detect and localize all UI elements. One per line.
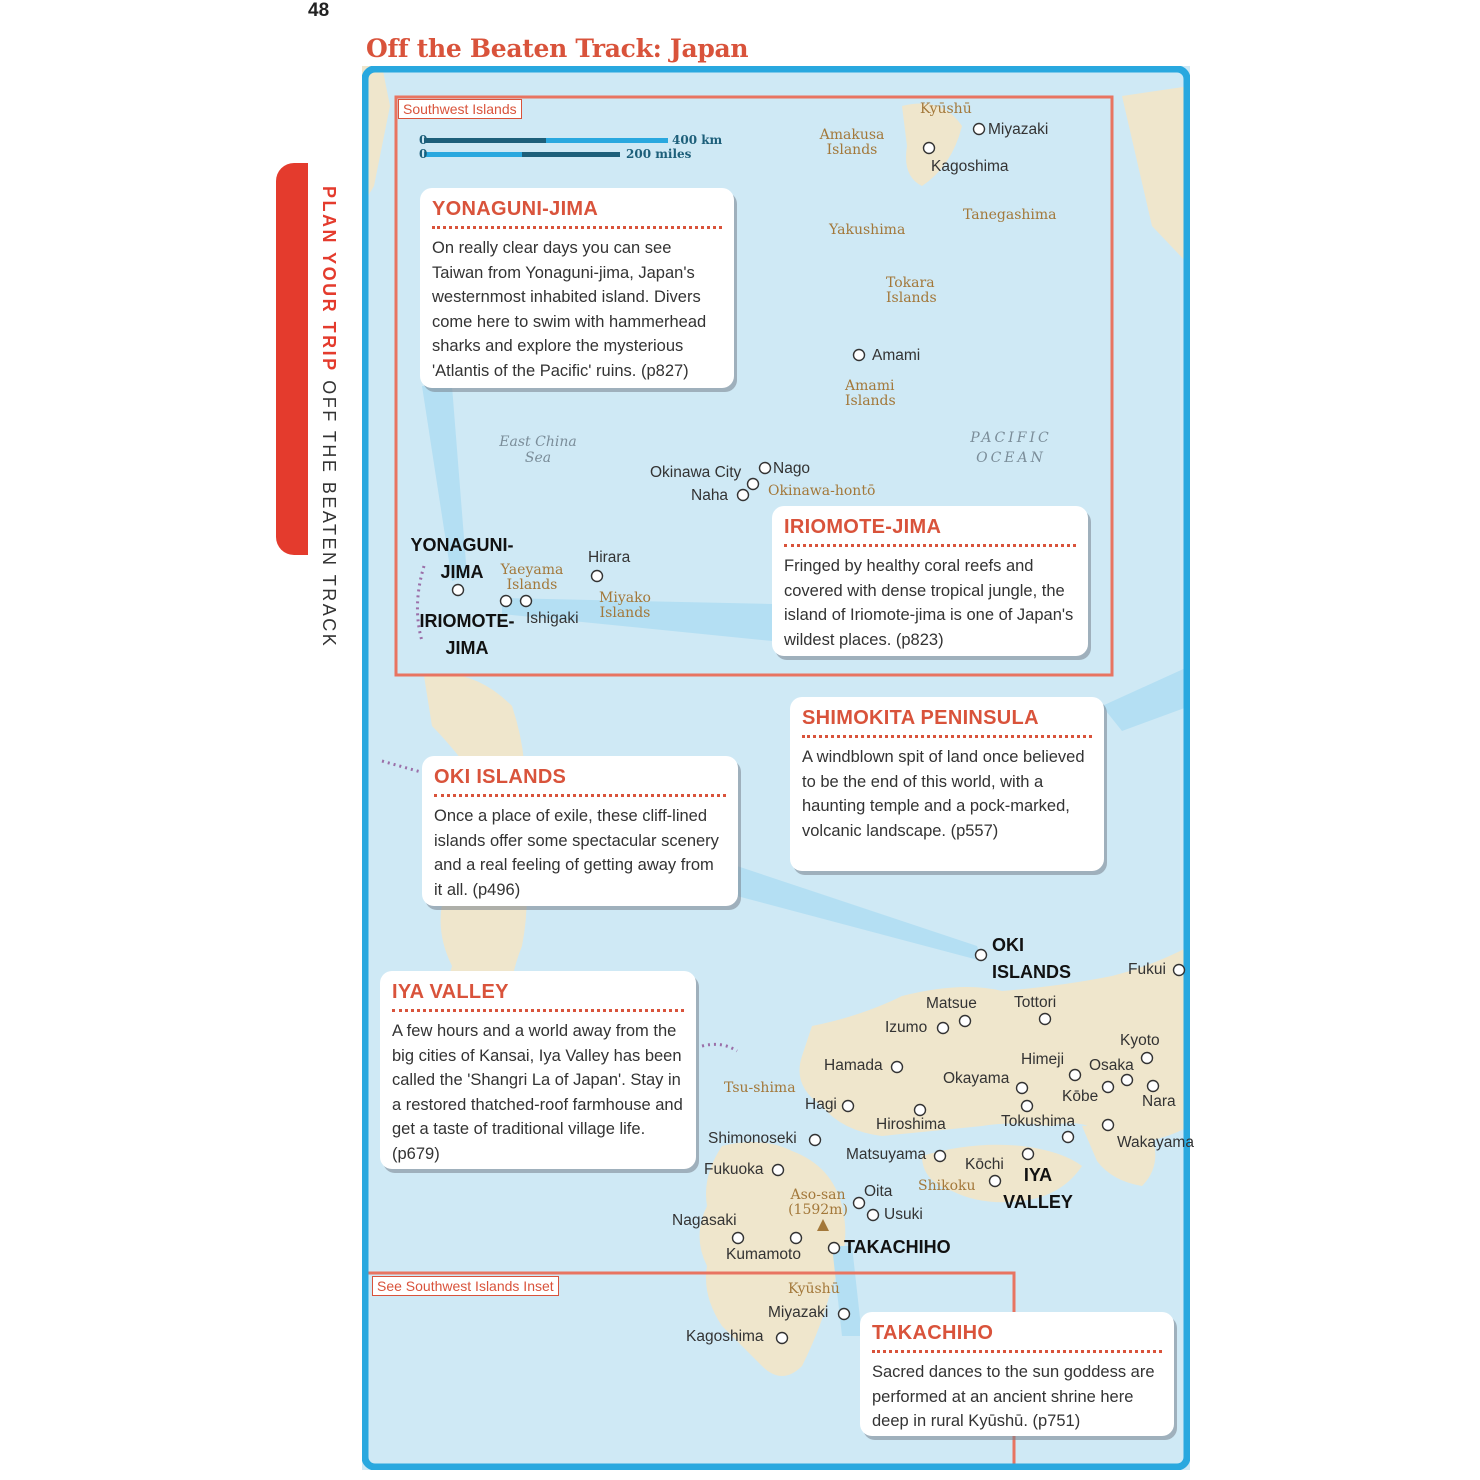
marker-yonaguni	[453, 585, 464, 596]
scale-bar-km-dark	[424, 138, 546, 143]
callout-title: TAKACHIHO	[872, 1322, 1162, 1353]
label-kochi: Kōchi	[965, 1156, 1004, 1173]
label-amami-islands: Amami Islands	[845, 378, 896, 409]
label-tokara: Tokara Islands	[886, 275, 937, 306]
label-yonaguni: YONAGUNI- JIMA	[410, 535, 514, 582]
label-miyako: Miyako Islands	[599, 590, 651, 621]
marker-okinawa-city	[748, 479, 759, 490]
callout-title: IRIOMOTE-JIMA	[784, 516, 1076, 547]
label-nago: Nago	[773, 460, 811, 477]
callout-takachiho	[860, 1312, 1174, 1436]
scale-km-label: 400 km	[672, 133, 723, 147]
callout-text: On really clear days you can see Taiwan from Yonaguni-jima, Japan's westernmost inhabited island. Divers come here to swim with hammerhead sharks and explore the mysterious 'Atlantis of the Pacific' ruins. (p827)	[432, 239, 707, 380]
label-tsushima: Tsu-shima	[724, 1080, 796, 1096]
marker-izumo	[938, 1023, 949, 1034]
callout-oki	[422, 756, 738, 906]
inset-note: See Southwest Islands Inset	[372, 1276, 559, 1296]
marker-shimonoseki	[810, 1135, 821, 1146]
scale-miles-label: 200 miles	[626, 147, 692, 161]
side-tab-text	[318, 186, 339, 648]
marker-matsuyama	[935, 1151, 946, 1162]
callout-text: Once a place of exile, these cliff-lined islands offer some spectacular scenery and a real feeling of getting away from it all. (p496)	[434, 807, 719, 899]
label-asosan: Aso-san (1592m)	[788, 1187, 848, 1218]
label-wakayama: Wakayama	[1117, 1134, 1194, 1151]
marker-tokushima	[1022, 1101, 1033, 1112]
marker-nagasaki	[733, 1233, 744, 1244]
callout-text: Fringed by healthy coral reefs and covered with dense tropical jungle, the island of Iriomote-jima is one of Japan's wildest places. (p823)	[784, 557, 1074, 649]
label-hirara: Hirara	[588, 549, 631, 566]
label-tanegashima: Tanegashima	[963, 207, 1057, 223]
marker-osaka	[1122, 1075, 1133, 1086]
callout-yonaguni	[420, 188, 734, 388]
label-tottori: Tottori	[1014, 994, 1057, 1011]
callout-title: IYA VALLEY	[392, 981, 684, 1012]
marker-miyazaki	[839, 1309, 850, 1320]
label-usuki: Usuki	[884, 1206, 923, 1223]
marker-hamada	[892, 1062, 903, 1073]
map-frame	[362, 66, 1194, 1470]
label-miyazaki-inset: Miyazaki	[988, 121, 1049, 138]
label-matsuyama: Matsuyama	[846, 1146, 927, 1163]
label-shikoku: Shikoku	[918, 1178, 976, 1194]
label-amakusa: Amakusa Islands	[819, 127, 885, 158]
label-okinawa-honto: Okinawa-hontō	[768, 483, 876, 499]
label-takachiho: TAKACHIHO	[844, 1237, 951, 1257]
marker-tokushima-2	[1063, 1132, 1074, 1143]
label-east-china-sea: East China Sea	[499, 434, 577, 466]
marker-nago	[760, 463, 771, 474]
page-number: 48	[308, 0, 330, 21]
marker-wakayama	[1103, 1120, 1114, 1131]
label-iya: IYA VALLEY	[1003, 1165, 1073, 1212]
label-okinawa-city: Okinawa City	[650, 464, 742, 481]
label-hamada: Hamada	[824, 1057, 883, 1074]
label-himeji: Himeji	[1021, 1051, 1065, 1068]
callout-iriomote	[772, 506, 1088, 656]
marker-iriomote	[501, 596, 512, 607]
label-izumo: Izumo	[885, 1019, 928, 1036]
label-oki: OKI ISLANDS	[992, 935, 1072, 982]
page-title: Off the Beaten Track: Japan	[366, 34, 749, 63]
label-ishigaki: Ishigaki	[526, 610, 579, 627]
label-kagoshima-inset: Kagoshima	[931, 158, 1009, 175]
label-fukui: Fukui	[1128, 961, 1166, 978]
marker-hagi	[843, 1101, 854, 1112]
marker-kagoshima-inset	[924, 143, 935, 154]
marker-fukuoka	[773, 1165, 784, 1176]
callout-shimokita	[790, 697, 1104, 871]
side-tab-highlight: PLAN YOUR TRIP	[319, 186, 339, 373]
marker-naha	[738, 490, 749, 501]
label-kagoshima: Kagoshima	[686, 1328, 764, 1345]
callout-iya	[380, 971, 696, 1169]
side-tab	[276, 163, 308, 555]
label-kyoto: Kyoto	[1120, 1032, 1160, 1049]
label-hagi: Hagi	[805, 1096, 837, 1113]
marker-amami	[854, 350, 865, 361]
marker-kagoshima	[777, 1333, 788, 1344]
label-naha: Naha	[691, 487, 729, 504]
label-osaka: Osaka	[1089, 1057, 1134, 1074]
label-matsue: Matsue	[926, 995, 977, 1012]
label-kobe: Kōbe	[1062, 1088, 1099, 1105]
marker-hirara	[592, 571, 603, 582]
label-yaeyama: Yaeyama Islands	[500, 562, 564, 593]
label-oita: Oita	[864, 1183, 893, 1200]
marker-usuki	[868, 1210, 879, 1221]
callout-text: A few hours and a world away from the big cities of Kansai, Iya Valley has been called the 'Shangri La of Japan'. Stay in a restored thatched-roof farmhouse and get a taste of traditional village life. (p679)	[392, 1022, 683, 1163]
marker-ishigaki	[521, 596, 532, 607]
label-okayama: Okayama	[943, 1070, 1010, 1087]
marker-kobe	[1103, 1082, 1114, 1093]
scale-zero-km: 0	[419, 133, 428, 147]
label-nara: Nara	[1142, 1093, 1176, 1110]
callout-text: A windblown spit of land once believed to be the end of this world, with a haunting temple and a pock-marked, volcanic landscape. (p557)	[802, 748, 1085, 840]
label-hiroshima: Hiroshima	[876, 1116, 946, 1133]
callout-title: OKI ISLANDS	[434, 766, 726, 797]
marker-fukui	[1174, 965, 1185, 976]
label-tokushima: Tokushima	[1001, 1113, 1076, 1130]
label-nagasaki: Nagasaki	[672, 1212, 737, 1229]
label-iriomote: IRIOMOTE- JIMA	[419, 611, 515, 658]
marker-kumamoto	[791, 1233, 802, 1244]
label-kyushu: Kyūshū	[788, 1281, 840, 1297]
scale-bar-miles-dark	[522, 152, 620, 157]
side-tab-rest: OFF THE BEATEN TRACK	[319, 380, 339, 649]
marker-kochi	[1023, 1149, 1034, 1160]
inset-label: Southwest Islands	[398, 99, 522, 119]
label-fukuoka: Fukuoka	[704, 1161, 764, 1178]
marker-hiroshima	[915, 1105, 926, 1116]
marker-oita	[854, 1198, 865, 1209]
marker-himeji	[1070, 1070, 1081, 1081]
label-pacific-ocean: PACIFIC OCEAN	[970, 430, 1052, 466]
callout-text: Sacred dances to the sun goddess are performed at an ancient shrine here deep in rural Kyūshū. (p751)	[872, 1363, 1155, 1430]
label-yakushima: Yakushima	[829, 222, 906, 238]
callout-title: YONAGUNI-JIMA	[432, 198, 722, 229]
label-kumamoto: Kumamoto	[726, 1246, 801, 1263]
marker-nara	[1148, 1081, 1159, 1092]
label-miyazaki: Miyazaki	[768, 1304, 829, 1321]
label-kyushu-inset: Kyūshū	[920, 101, 972, 117]
callout-title: SHIMOKITA PENINSULA	[802, 707, 1092, 738]
marker-kyoto	[1142, 1053, 1153, 1064]
marker-miyazaki-inset	[974, 124, 985, 135]
marker-oki	[976, 950, 987, 961]
label-shimonoseki: Shimonoseki	[708, 1130, 797, 1147]
marker-okayama	[1017, 1083, 1028, 1094]
marker-tottori	[1040, 1014, 1051, 1025]
marker-matsue	[960, 1016, 971, 1027]
label-amami-city: Amami	[872, 347, 921, 364]
scale-zero-miles: 0	[419, 147, 428, 161]
marker-takachiho	[829, 1243, 840, 1254]
